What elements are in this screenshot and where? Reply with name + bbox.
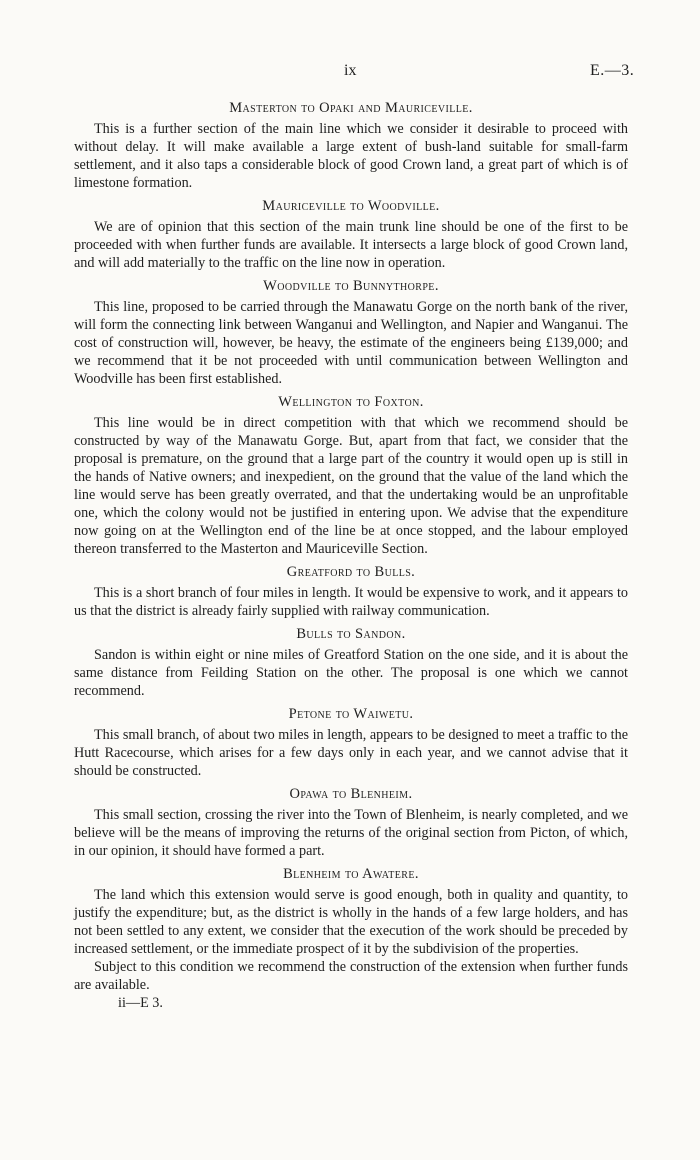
document-body [74, 100, 628, 1012]
section-greatford [74, 564, 628, 620]
section-heading: Woodville to Bunnythorpe. [263, 278, 439, 294]
section-paragraph: This small branch, of about two miles in length, appears to be designed to meet a traffic to the Hutt Racecourse, which arises for a few days only in each year, and we cannot advise that it should be constructed. [74, 727, 628, 779]
section-heading: Opawa to Blenheim. [289, 786, 413, 802]
section-masterton [74, 100, 628, 192]
section-paragraph: We are of opinion that this section of the main trunk line should be one of the first to be proceeded with when further funds are available. It intersects a large block of good Crown land, and will add materially to the traffic on the line now in operation. [74, 219, 628, 271]
section-paragraph: The land which this extension would serve is good enough, both in quality and quantity, to justify the expenditure; but, as the district is wholly in the hands of a few large holders, and has not been settled to any extent, we consider that the execution of the work should be preceded by increased settlement, or the immediate prospect of it by the subdivision of the properties. [74, 887, 628, 957]
section-bulls [74, 626, 628, 700]
signature-mark: ii—E 3. [118, 995, 163, 1011]
section-heading: Masterton to Opaki and Mauriceville. [229, 100, 473, 116]
section-heading: Mauriceville to Woodville. [262, 198, 440, 214]
section-paragraph: This is a further section of the main line which we consider it desirable to proceed with without delay. It will make available a large extent of bush-land suitable for small-farm settlement, and it also taps a considerable block of good Crown land, a great part of which is of limestone formation. [74, 121, 628, 191]
section-paragraph: This line would be in direct competition with that which we recommend should be constructed by way of the Manawatu Gorge. But, apart from that fact, we consider that the proposal is premature, on the ground that a large part of the country it would open up is still in the hands of Native owners; and inexpedient, on the ground that the value of the land which the line would serve has been greatly overrated, and that the undertaking would be an unprofitable one, which the colony would not be justified in entering upon. We advise that the expenditure now going on at the Wellington end of the line be at once stopped, and the labour employed thereon transferred to the Masterton and Mauriceville Section. [74, 415, 628, 557]
section-paragraph: Sandon is within eight or nine miles of Greatford Station on the one side, and it is about the same distance from Feilding Station on the other. The proposal is one which we cannot recommend. [74, 647, 628, 699]
section-mauriceville [74, 198, 628, 272]
section-paragraph: This small section, crossing the river into the Town of Blenheim, is nearly completed, and we believe will be the means of improving the returns of the original section from Picton, of which, in our opinion, it should have formed a part. [74, 807, 628, 859]
section-heading: Wellington to Foxton. [278, 394, 424, 410]
page-number: ix [344, 62, 357, 79]
section-paragraph: This line, proposed to be carried through the Manawatu Gorge on the north bank of the river, will form the connecting link between Wanganui and Wellington, and Napier and Wanganui. The cost of construction will, however, be heavy, the estimate of the engineers being £139,000; and we recommend that it be not proceeded with until communication between Wellington and Woodville has been first established. [74, 299, 628, 387]
section-heading: Blenheim to Awatere. [283, 866, 419, 882]
document-reference: E.—3. [590, 62, 635, 79]
section-heading: Greatford to Bulls. [286, 564, 416, 580]
section-woodville [74, 278, 628, 388]
section-heading: Petone to Waiwetu. [288, 706, 414, 722]
section-blenheim [74, 866, 628, 994]
section-petone [74, 706, 628, 780]
section-heading: Bulls to Sandon. [296, 626, 406, 642]
section-wellington [74, 394, 628, 558]
section-paragraph: Subject to this condition we recommend the construction of the extension when further funds are available. [74, 959, 628, 993]
section-opawa [74, 786, 628, 860]
section-paragraph: This is a short branch of four miles in length. It would be expensive to work, and it appears to us that the district is already fairly supplied with railway communication. [74, 585, 628, 619]
